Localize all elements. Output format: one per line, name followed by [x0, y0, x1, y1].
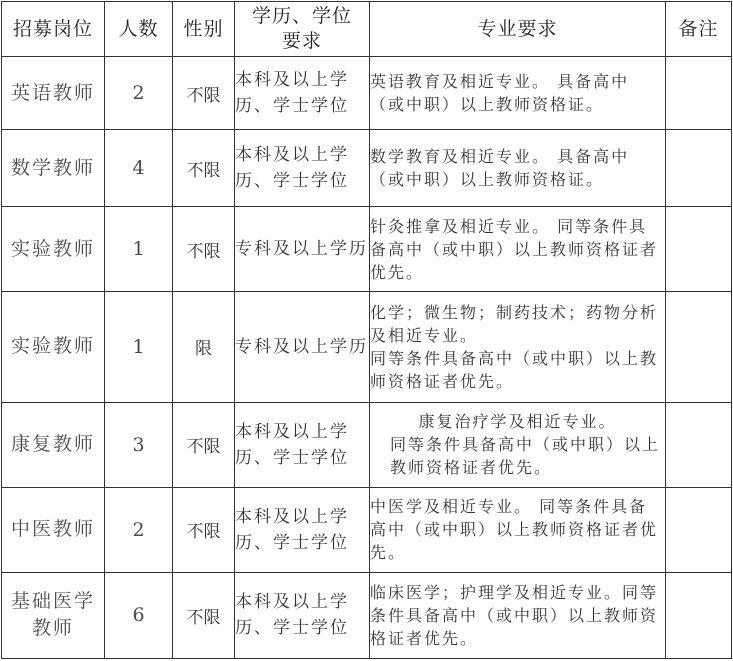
major-cell — [370, 487, 666, 572]
table-row — [2, 130, 732, 207]
major-text: 数学教育及相近专业。 具备高中（或中职）以上教师资格证。 — [370, 147, 630, 190]
major-cell — [370, 57, 666, 130]
note-cell — [666, 572, 732, 658]
table-row — [2, 292, 732, 402]
header-count: 人数 — [105, 2, 173, 57]
major-cell — [370, 572, 666, 658]
major-text: 同等条件具备高中（或中职）以上教师资格证者优先。 — [370, 348, 659, 391]
header-row — [2, 2, 732, 57]
count-cell: 2 — [105, 487, 173, 572]
major-text: 英语教育及相近专业。 具备高中（或中职）以上教师资格证。 — [370, 72, 630, 115]
gender-cell: 不限 — [173, 402, 235, 487]
education-cell: 本科及以上学历、学士学位 — [235, 57, 370, 130]
count-cell: 6 — [105, 572, 173, 658]
table-row — [2, 487, 732, 572]
header-education: 学历、学位要求 — [235, 2, 370, 57]
gender-cell: 不限 — [173, 130, 235, 207]
note-cell — [666, 57, 732, 130]
count-cell: 1 — [105, 207, 173, 292]
major-text: 同等条件具备高中（或中职）以上教师资格证者优先。 — [390, 435, 661, 478]
major-cell — [370, 402, 666, 487]
major-text: 中医学及相近专业。 同等条件具备高中（或中职）以上教师资格证者优先。 — [370, 497, 659, 563]
post-cell: 基础医学教师 — [2, 572, 105, 658]
education-cell: 本科及以上学历、学士学位 — [235, 402, 370, 487]
gender-cell: 不限 — [173, 207, 235, 292]
note-cell — [666, 207, 732, 292]
table-row — [2, 207, 732, 292]
education-cell: 专科及以上学历 — [235, 207, 370, 292]
post-cell: 中医教师 — [2, 487, 105, 572]
header-major: 专业要求 — [370, 2, 666, 57]
major-text: 针灸推拿及相近专业。 同等条件具备高中（或中职）以上教师资格证者优先。 — [370, 216, 659, 282]
table-row — [2, 572, 732, 658]
education-cell: 本科及以上学历、学士学位 — [235, 130, 370, 207]
note-cell — [666, 130, 732, 207]
note-cell — [666, 402, 732, 487]
post-cell: 康复教师 — [2, 402, 105, 487]
header-note: 备注 — [666, 2, 732, 57]
gender-cell: 不限 — [173, 57, 235, 130]
count-cell: 3 — [105, 402, 173, 487]
major-text: 康复治疗学及相近专业。 — [418, 412, 617, 432]
header-post: 招募岗位 — [2, 2, 105, 57]
recruitment-table — [1, 1, 732, 659]
major-text: 化学；微生物；制药技术；药物分析及相近专业。 — [370, 302, 659, 345]
post-cell: 英语教师 — [2, 57, 105, 130]
major-text: 临床医学；护理学及相近专业。同等条件具备高中（或中职）以上教师资格证者优先。 — [370, 582, 659, 648]
education-cell: 专科及以上学历 — [235, 292, 370, 402]
gender-cell: 不限 — [173, 487, 235, 572]
gender-cell: 不限 — [173, 572, 235, 658]
post-cell: 数学教师 — [2, 130, 105, 207]
header-gender: 性别 — [173, 2, 235, 57]
major-cell — [370, 207, 666, 292]
education-cell: 本科及以上学历、学士学位 — [235, 487, 370, 572]
count-cell: 1 — [105, 292, 173, 402]
gender-cell: 限 — [173, 292, 235, 402]
table-row — [2, 402, 732, 487]
major-cell — [370, 292, 666, 402]
major-cell — [370, 130, 666, 207]
note-cell — [666, 487, 732, 572]
table-row — [2, 57, 732, 130]
count-cell: 4 — [105, 130, 173, 207]
count-cell: 2 — [105, 57, 173, 130]
education-cell: 本科及以上学历、学士学位 — [235, 572, 370, 658]
note-cell — [666, 292, 732, 402]
post-cell: 实验教师 — [2, 292, 105, 402]
post-cell: 实验教师 — [2, 207, 105, 292]
